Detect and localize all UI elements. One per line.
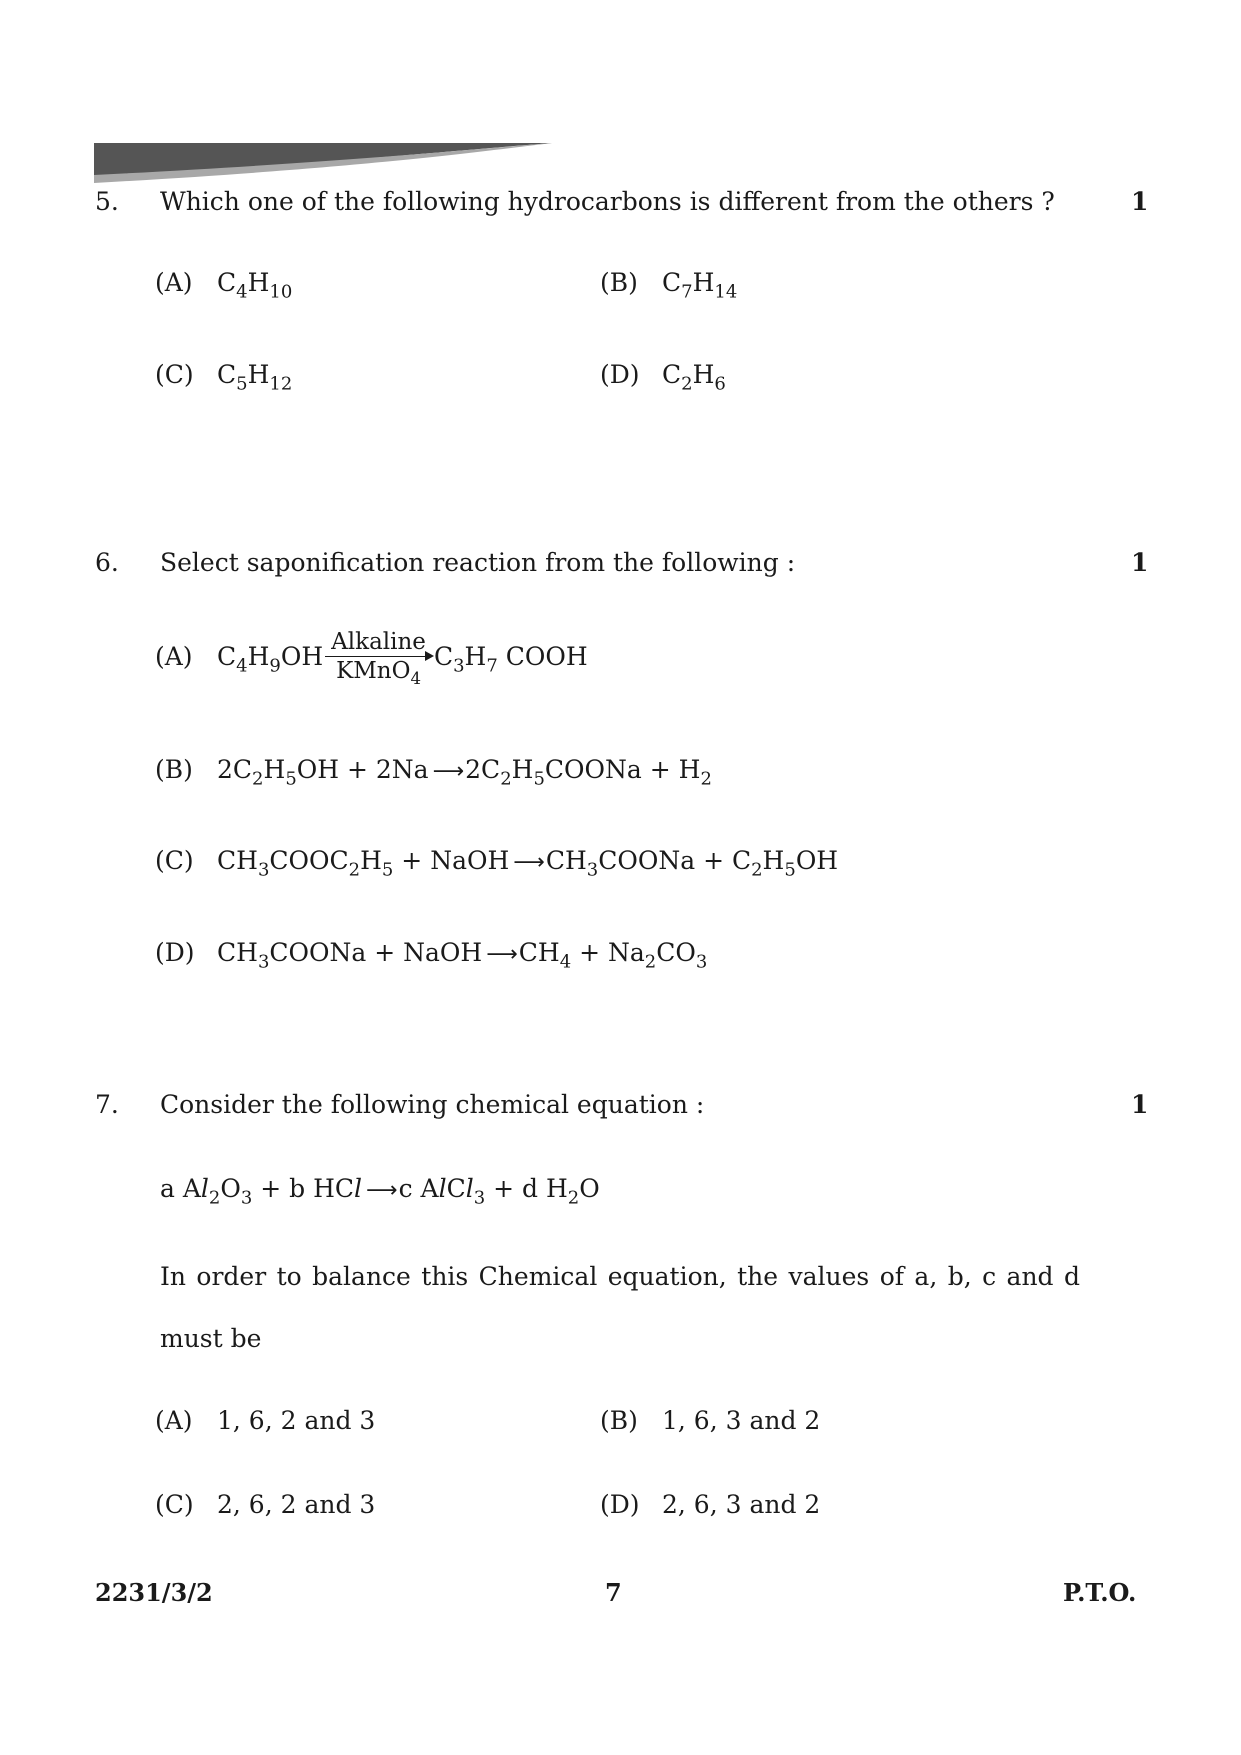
- option-b: (B) $C_7H_{14}$: [600, 268, 738, 303]
- option-d: (D) $C_2H_6$: [600, 360, 726, 395]
- header-band: [94, 143, 554, 183]
- question-paragraph: must be: [160, 1324, 262, 1353]
- option-a: (A) 1, 6, 2 and 3: [155, 1406, 376, 1435]
- option-b: (B) 1, 6, 3 and 2: [600, 1406, 821, 1435]
- option-c: (C) $C_5H_{12}$: [155, 360, 293, 395]
- option-d: (D) 2, 6, 3 and 2: [600, 1490, 821, 1519]
- arrow-icon: ⟶: [513, 850, 542, 875]
- paper-code: 2231/3/2: [95, 1578, 213, 1607]
- question-text: Which one of the following hydrocarbons is different from the others ?: [160, 187, 1055, 216]
- reaction-arrow: Alkaline KMnO$_4$: [325, 628, 432, 685]
- arrow-icon: ⟶: [366, 1178, 395, 1203]
- question-text: Select saponification reaction from the following :: [160, 548, 796, 577]
- arrow-icon: ⟶: [432, 759, 462, 784]
- arrow-icon: ⟶: [486, 942, 515, 967]
- option-c: (C) 2, 6, 2 and 3: [155, 1490, 376, 1519]
- question-marks: 1: [1131, 548, 1149, 577]
- question-paragraph: In order to balance this Chemical equation, the values of a, b, c and d: [160, 1262, 1080, 1291]
- page-number: 7: [605, 1578, 622, 1607]
- question-number: 5.: [95, 187, 119, 216]
- question-text: Consider the following chemical equation :: [160, 1090, 705, 1119]
- pto-label: P.T.O.: [1063, 1578, 1137, 1607]
- option-a: (A) $C_4H_9OH$ Alkaline KMnO$_4$ $C_3H_7$ COOH: [155, 629, 588, 688]
- question-marks: 1: [1131, 187, 1149, 216]
- option-a: (A) $C_4H_{10}$: [155, 268, 293, 303]
- option-c: (C) $CH_3COOC_2H_5$ + NaOH ⟶ $CH_3COONa + C_2H_5OH$: [155, 846, 839, 881]
- chemical-equation: a $Al_2O_3 + b$ HCl ⟶ c AlCl$_3$ + d $H_2O$: [160, 1174, 600, 1209]
- option-b: (B) $2C_2H_5OH + 2Na$ ⟶ $2C_2H_5COONa + H_2$: [155, 755, 712, 790]
- question-marks: 1: [1131, 1090, 1149, 1119]
- option-d: (D) $CH_3COONa$ + NaOH ⟶ $CH_4 + Na_2CO_3$: [155, 938, 708, 973]
- question-number: 6.: [95, 548, 119, 577]
- question-number: 7.: [95, 1090, 119, 1119]
